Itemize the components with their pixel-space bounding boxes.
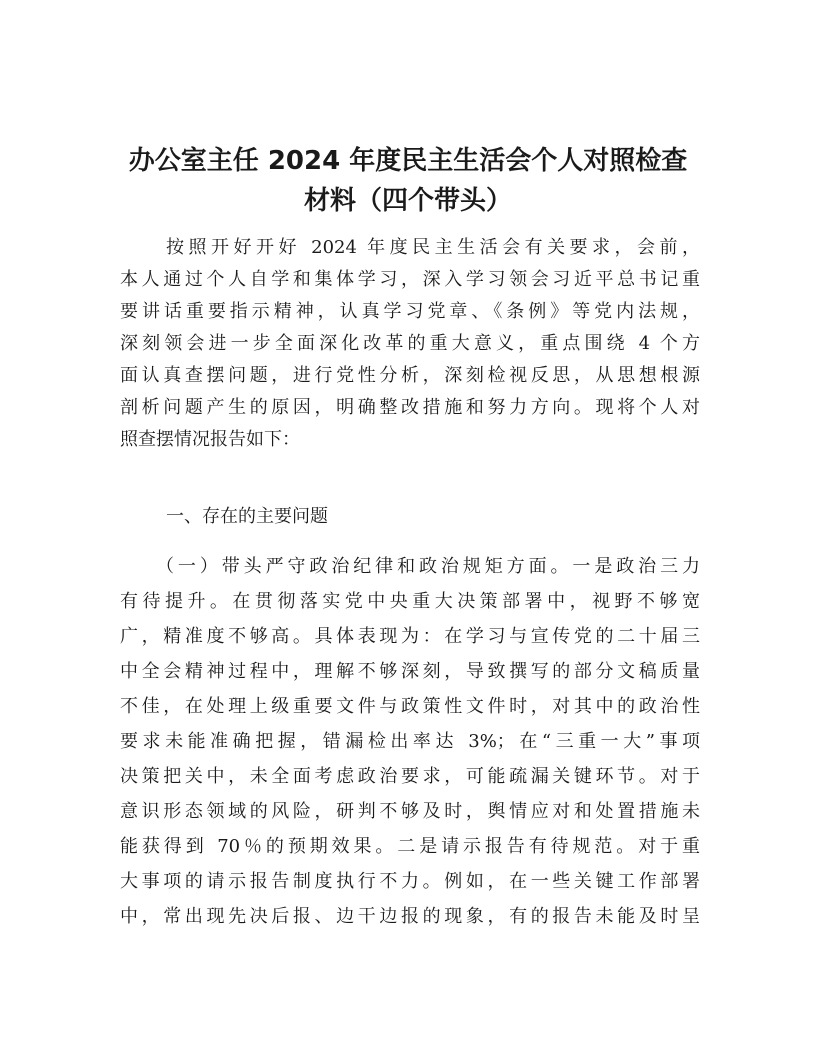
paragraph-line: 深刻领会进一步全面深化改革的重大意义，重点围绕 4 个方 [120, 333, 700, 354]
paragraph-line: 剖析问题产生的原因，明确整改措施和努力方向。现将个人对 [120, 397, 700, 418]
paragraph-line: 本人通过个人自学和集体学习，深入学习领会习近平总书记重 [120, 269, 700, 290]
paragraph-line: 面认真查摆问题，进行党性分析，深刻检视反思，从思想根源 [120, 365, 700, 386]
paragraph-line: 要求未能准确把握，错漏检出率达 3%；在“三重一大”事项 [120, 731, 700, 752]
paragraph-line: 意识形态领域的风险，研判不够及时，舆情应对和处置措施未 [120, 801, 700, 822]
paragraph-line: 广，精准度不够高。具体表现为：在学习与宣传党的二十届三 [120, 626, 700, 647]
document-title-line-1: 办公室主任 2024 年度民主生活会个人对照检查 [128, 146, 688, 176]
document-title-line-2: 材料（四个带头） [303, 186, 512, 216]
paragraph-line: 照查摆情况报告如下： [120, 429, 300, 450]
paragraph-line: 大事项的请示报告制度执行不力。例如，在一些关键工作部署 [120, 871, 700, 892]
paragraph-line: 有待提升。在贯彻落实党中央重大决策部署中，视野不够宽 [120, 591, 700, 612]
paragraph-line: 能获得到 70％的预期效果。二是请示报告有待规范。对于重 [120, 836, 700, 857]
paragraph-line: 要讲话重要指示精神，认真学习党章、《条例》等党内法规， [120, 301, 700, 322]
paragraph-line: 决策把关中，未全面考虑政治要求，可能疏漏关键环节。对于 [120, 766, 700, 787]
paragraph-line: 中，常出现先决后报、边干边报的现象，有的报告未能及时呈 [120, 906, 700, 927]
paragraph-line: 不佳，在处理上级重要文件与政策性文件时，对其中的政治性 [120, 696, 700, 717]
section-heading-text: 一、存在的主要问题 [166, 506, 328, 527]
paragraph-line: 中全会精神过程中，理解不够深刻，导致撰写的部分文稿质量 [120, 661, 700, 682]
paragraph-line: （一）带头严守政治纪律和政治规矩方面。一是政治三力 [156, 556, 700, 577]
paragraph-line: 按照开好开好 2024 年度民主生活会有关要求，会前， [166, 237, 700, 258]
